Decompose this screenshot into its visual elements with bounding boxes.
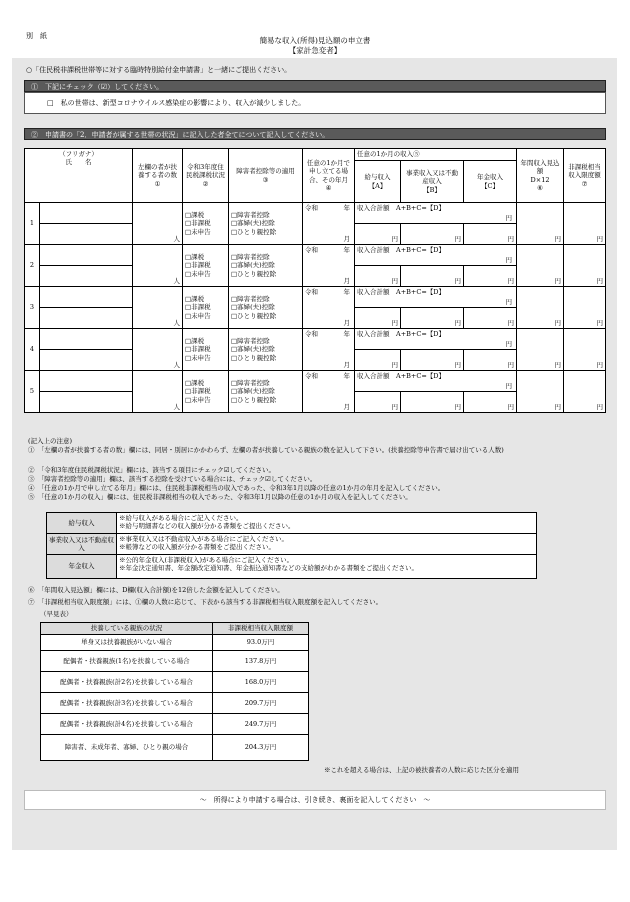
month-input[interactable] [303, 371, 355, 413]
limit-input[interactable] [564, 245, 606, 287]
yen-unit: 円 [596, 318, 603, 327]
tax-option-taxed[interactable]: □課税 [185, 336, 205, 345]
business-header [401, 161, 464, 203]
table-row [25, 329, 606, 350]
deduction-header-text: 障害者控除等の適用 [236, 167, 295, 176]
yen-unit: 円 [554, 402, 561, 411]
limit-table-header-status: 扶養している親族の状況 [41, 623, 213, 635]
dependents-header-num: ① [154, 179, 161, 188]
business-input[interactable] [401, 392, 464, 413]
limit-input[interactable] [564, 371, 606, 413]
annual-income-formula: D×12 [530, 175, 550, 184]
dependents-input[interactable] [133, 245, 183, 287]
dependents-input[interactable] [133, 371, 183, 413]
deduction-option-widow[interactable]: □寡婦(夫)控除 [231, 387, 275, 396]
era-label: 令和 [305, 372, 318, 380]
limit-input[interactable] [564, 287, 606, 329]
section1-header [24, 80, 606, 92]
row-number: 2 [25, 245, 40, 287]
household-income-table [24, 148, 606, 413]
guide-text-salary [117, 513, 537, 534]
yen-unit: 円 [596, 234, 603, 243]
deduction-option-widow[interactable]: □寡婦(夫)控除 [231, 261, 275, 270]
pension-input[interactable] [464, 392, 517, 413]
yen-unit: 円 [505, 255, 512, 264]
person-unit: 人 [173, 318, 180, 327]
footer-note [24, 790, 606, 810]
yen-unit: 円 [391, 276, 398, 285]
tax-status-header [183, 149, 229, 203]
tax-option-nontaxed[interactable]: □非課税 [185, 219, 211, 228]
salary-input[interactable] [355, 308, 401, 329]
income-decreased-checkbox[interactable]: □ 私の世帯は、新型コロナウイルス感染症の影響により、収入が減少しました。 [47, 99, 306, 107]
business-header-key: 【B】 [423, 185, 441, 194]
table-body [25, 203, 606, 413]
guide-line: ※年金決定通知書、年金額改定通知書、年金振込通知書などの支給額がわかる書類をご提出ください。 [119, 564, 418, 573]
limit-header-num: ⑦ [581, 179, 588, 188]
pension-input[interactable] [464, 224, 517, 245]
notes-heading: (記入上の注意) [28, 437, 73, 445]
yen-unit: 円 [505, 297, 512, 306]
limit-row [41, 672, 309, 693]
kana-input[interactable] [40, 287, 133, 308]
name-input[interactable] [40, 308, 133, 329]
tax-status-options [183, 287, 229, 329]
name-header-text: 氏 名 [65, 158, 92, 167]
tax-option-undeclared[interactable]: □未申告 [185, 353, 211, 362]
name-input[interactable] [40, 224, 133, 245]
yen-unit: 円 [596, 402, 603, 411]
limit-table-header-amount: 非課税相当収入限度額 [213, 623, 309, 635]
annual-income-input[interactable] [517, 371, 564, 413]
dependents-input[interactable] [133, 287, 183, 329]
dependents-header [133, 149, 183, 203]
tax-option-nontaxed[interactable]: □非課税 [185, 303, 211, 312]
limit-header-text: 非課税相当収入限度額 [568, 162, 601, 180]
limit-row-value: 209.7万円 [213, 693, 309, 714]
tax-status-options [183, 329, 229, 371]
business-input[interactable] [401, 308, 464, 329]
yen-unit: 円 [391, 234, 398, 243]
monthly-income-header [355, 149, 517, 161]
limit-row-value: 168.0万円 [213, 672, 309, 693]
tax-status-options [183, 245, 229, 287]
page-subtitle: 【家計急変者】 [288, 46, 342, 55]
deduction-option-disability[interactable]: □障害者控除 [231, 252, 270, 261]
name-input[interactable] [40, 350, 133, 371]
kana-input[interactable] [40, 203, 133, 224]
deduction-options [229, 287, 303, 329]
tax-option-undeclared[interactable]: □未申告 [185, 227, 211, 236]
salary-input[interactable] [355, 350, 401, 371]
tax-option-undeclared[interactable]: □未申告 [185, 395, 211, 404]
kana-input[interactable] [40, 245, 133, 266]
annual-income-input[interactable] [517, 203, 564, 245]
yen-unit: 円 [454, 276, 461, 285]
guide-line: ※公的年金収入(非課税収入)がある場合にご記入ください。 [119, 556, 294, 564]
era-label: 令和 [305, 204, 318, 212]
deduction-option-disability[interactable]: □障害者控除 [231, 378, 270, 387]
total-income-input[interactable] [355, 245, 517, 266]
yen-unit: 円 [391, 402, 398, 411]
name-header [25, 149, 133, 203]
era-label: 令和 [305, 330, 318, 338]
yen-unit: 円 [507, 318, 514, 327]
yen-unit: 円 [554, 234, 561, 243]
limit-row [41, 693, 309, 714]
quick-table-label: （早見表） [40, 610, 73, 618]
yen-unit: 円 [554, 318, 561, 327]
tax-option-undeclared[interactable]: □未申告 [185, 269, 211, 278]
business-input[interactable] [401, 224, 464, 245]
year-unit: 年 [343, 288, 350, 296]
yen-unit: 円 [507, 276, 514, 285]
total-income-label: 収入合計額 A+B+C=【D】 [357, 330, 445, 338]
deduction-option-disability[interactable]: □障害者控除 [231, 294, 270, 303]
yen-unit: 円 [507, 402, 514, 411]
tax-status-header-text: 令和3年度住民税課税状況 [186, 162, 225, 180]
person-unit: 人 [173, 402, 180, 411]
total-income-input[interactable] [355, 287, 517, 308]
kana-input[interactable] [40, 371, 133, 392]
month-input[interactable] [303, 329, 355, 371]
yen-unit: 円 [391, 318, 398, 327]
deduction-option-disability[interactable]: □障害者控除 [231, 336, 270, 345]
month-header-text: 任意の1か月で申し立てる場合、その年月 [306, 158, 351, 184]
deduction-option-single-parent[interactable]: □ひとり親控除 [231, 311, 277, 320]
tax-option-nontaxed[interactable]: □非課税 [185, 261, 211, 270]
yen-unit: 円 [505, 213, 512, 222]
limit-input[interactable] [564, 329, 606, 371]
yen-unit: 円 [505, 339, 512, 348]
yen-unit: 円 [596, 360, 603, 369]
intro-text: ○「住民税非課税世帯等に対する臨時特別給付金申請書」と一緒にご提出ください。 [26, 66, 292, 74]
page-title: 簡易な収入(所得)見込額の申立書 [259, 36, 371, 45]
person-unit: 人 [173, 360, 180, 369]
kana-input[interactable] [40, 329, 133, 350]
total-income-input[interactable] [355, 329, 517, 350]
yen-unit: 円 [454, 360, 461, 369]
table-row [25, 287, 606, 308]
limit-row [41, 714, 309, 735]
deduction-option-widow[interactable]: □寡婦(夫)控除 [231, 345, 275, 354]
year-unit: 年 [343, 204, 350, 212]
pension-header-text: 年金収入 [477, 173, 503, 182]
salary-header-key: 【A】 [368, 181, 387, 190]
dependents-input[interactable] [133, 329, 183, 371]
deduction-options [229, 329, 303, 371]
yen-unit: 円 [454, 402, 461, 411]
month-header-num: ④ [325, 183, 332, 192]
deduction-option-single-parent[interactable]: □ひとり親控除 [231, 227, 277, 236]
annual-income-input[interactable] [517, 287, 564, 329]
pension-header [464, 161, 517, 203]
guide-label-business: 事業収入又は不動産収入 [47, 534, 117, 555]
tax-status-options [183, 203, 229, 245]
deduction-options [229, 245, 303, 287]
corner-label: 別 紙 [26, 32, 47, 40]
dependents-input[interactable] [133, 203, 183, 245]
table-row [25, 203, 606, 224]
salary-input[interactable] [355, 392, 401, 413]
guide-line: ※事業収入又は不動産収入がある場合にご記入ください。 [119, 535, 288, 543]
deduction-option-single-parent[interactable]: □ひとり親控除 [231, 353, 277, 362]
guide-text-pension [117, 555, 537, 579]
guide-text-business [117, 534, 537, 555]
deduction-header-num: ③ [262, 175, 269, 184]
business-input[interactable] [401, 350, 464, 371]
business-input[interactable] [401, 266, 464, 287]
month-input[interactable] [303, 203, 355, 245]
tax-option-taxed[interactable]: □課税 [185, 252, 205, 261]
month-unit: 月 [343, 276, 350, 285]
yen-unit: 円 [596, 276, 603, 285]
annual-income-header [517, 149, 564, 203]
note-2: ② 「令和3年度住民税課税状況」欄には、該当する項目にチェック☑してください。 [28, 466, 276, 474]
limit-special-value: 204.3万円 [213, 735, 309, 761]
annual-income-header-num: ⑥ [537, 183, 543, 192]
year-unit: 年 [343, 330, 350, 338]
limit-table [40, 622, 309, 761]
yen-unit: 円 [454, 234, 461, 243]
yen-unit: 円 [507, 234, 514, 243]
tax-option-taxed[interactable]: □課税 [185, 378, 205, 387]
deduction-option-widow[interactable]: □寡婦(夫)控除 [231, 303, 275, 312]
month-unit: 月 [343, 402, 350, 411]
yen-unit: 円 [391, 360, 398, 369]
limit-row-label: 配偶者・扶養親族(1名)を扶養している場合 [41, 651, 213, 672]
pension-input[interactable] [464, 266, 517, 287]
monthly-income-header-text: 任意の1か月の収入⑤ [357, 150, 420, 159]
yen-unit: 円 [507, 360, 514, 369]
total-income-input[interactable] [355, 371, 517, 392]
annual-income-input[interactable] [517, 245, 564, 287]
tax-option-taxed[interactable]: □課税 [185, 210, 205, 219]
month-header [303, 149, 355, 203]
total-income-input[interactable] [355, 203, 517, 224]
total-income-label: 収入合計額 A+B+C=【D】 [357, 204, 445, 212]
limit-row-label: 配偶者・扶養親族(計4名)を扶養している場合 [41, 714, 213, 735]
footer-text: ～ 所得により申請する場合は、引き続き、裏面を記入してください ～ [199, 796, 431, 804]
tax-option-nontaxed[interactable]: □非課税 [185, 345, 211, 354]
limit-row-label: 配偶者・扶養親族(計2名)を扶養している場合 [41, 672, 213, 693]
deduction-header [229, 149, 303, 203]
note-5: ⑤ 「任意の1か月の収入」欄には、住民税非課税相当の収入であった、令和3年1月以降の任意の1か月の収入を記入してください。 [28, 493, 412, 501]
limit-row-label: 単身又は扶養親族がいない場合 [41, 635, 213, 651]
month-unit: 月 [343, 360, 350, 369]
kana-header: （フリガナ） [59, 150, 98, 158]
section1-header-text: ① 下記にチェック（☑）してください。 [31, 83, 164, 91]
limit-row-value: 249.7万円 [213, 714, 309, 735]
deduction-option-widow[interactable]: □寡婦(夫)控除 [231, 219, 275, 228]
limit-table-body [41, 635, 309, 735]
tax-status-header-num: ② [202, 179, 209, 188]
limit-row [41, 651, 309, 672]
year-unit: 年 [343, 246, 350, 254]
pension-header-key: 【C】 [481, 181, 499, 190]
guide-line: ※給与収入がある場合にご記入ください。 [119, 514, 243, 522]
deduction-options [229, 371, 303, 413]
name-input[interactable] [40, 266, 133, 287]
note-4: ④ 「任意の1か月で申し立てる年月」欄には、住民税非課税相当の収入であった、令和3年1月以降の任意の1か月の年月を記入してください。 [28, 484, 445, 492]
name-input[interactable] [40, 392, 133, 413]
salary-header-text: 給与収入 [364, 173, 391, 182]
guide-line: ※給与明細書などの収入額が分かる書類をご提出ください。 [119, 522, 295, 531]
limit-row-value: 137.8万円 [213, 651, 309, 672]
month-input[interactable] [303, 245, 355, 287]
salary-header [355, 161, 401, 203]
limit-row-value: 93.0万円 [213, 635, 309, 651]
total-income-label: 収入合計額 A+B+C=【D】 [357, 288, 445, 296]
tax-option-nontaxed[interactable]: □非課税 [185, 387, 211, 396]
person-unit: 人 [173, 234, 180, 243]
row-number: 3 [25, 287, 40, 329]
year-unit: 年 [343, 372, 350, 380]
income-guide-table [46, 512, 537, 579]
yen-unit: 円 [454, 318, 461, 327]
limit-row-label: 配偶者・扶養親族(計3名)を扶養している場合 [41, 693, 213, 714]
business-header-text: 事業収入又は不動産収入 [406, 168, 458, 186]
annual-income-input[interactable] [517, 329, 564, 371]
row-number: 5 [25, 371, 40, 413]
limit-row [41, 635, 309, 651]
pension-input[interactable] [464, 350, 517, 371]
row-number: 1 [25, 203, 40, 245]
deduction-option-single-parent[interactable]: □ひとり親控除 [231, 395, 277, 404]
note-3: ③ 「障害者控除等の適用」欄は、該当する控除を受けている場合には、チェック☑してください。 [28, 475, 317, 483]
salary-input[interactable] [355, 266, 401, 287]
pension-input[interactable] [464, 308, 517, 329]
annual-income-header-text: 年間収入見込額 [520, 158, 560, 176]
limit-header [564, 149, 606, 203]
dependents-header-text: 左欄の者が扶養する者の数 [138, 162, 177, 180]
section1-box [24, 92, 606, 114]
month-unit: 月 [343, 234, 350, 243]
guide-label-salary: 給与収入 [47, 513, 117, 534]
note-6: ⑥ 「年間収入見込額」欄には、D欄(収入合計額)を12倍した金額を記入してください。 [28, 586, 284, 594]
section2-header-text: ② 申請書の「2．申請者が属する世帯の状況」に記入した者全てについて記入してください。 [31, 131, 330, 139]
row-number: 4 [25, 329, 40, 371]
person-unit: 人 [173, 276, 180, 285]
month-input[interactable] [303, 287, 355, 329]
tax-option-undeclared[interactable]: □未申告 [185, 311, 211, 320]
era-label: 令和 [305, 246, 318, 254]
yen-unit: 円 [554, 360, 561, 369]
note-7: ⑦ 「非課税相当収入限度額」には、①欄の人数に応じて、下表から該当する非課税相当収入限度額を記入してください。 [28, 598, 383, 606]
salary-input[interactable] [355, 224, 401, 245]
guide-label-pension: 年金収入 [47, 555, 117, 579]
total-income-label: 収入合計額 A+B+C=【D】 [357, 246, 445, 254]
yen-unit: 円 [554, 276, 561, 285]
deduction-option-disability[interactable]: □障害者控除 [231, 210, 270, 219]
tax-status-options [183, 371, 229, 413]
era-label: 令和 [305, 288, 318, 296]
table-row [25, 371, 606, 392]
deduction-options [229, 203, 303, 245]
total-income-label: 収入合計額 A+B+C=【D】 [357, 372, 445, 380]
tax-option-taxed[interactable]: □課税 [185, 294, 205, 303]
guide-line: ※帳簿などの収入額が分かる書類をご提出ください。 [119, 543, 275, 552]
note-1: ① 「左欄の者が扶養する者の数」欄には、同居・別居にかかわらず、左欄の者が扶養している親族の数を記入して下さい。(扶養控除等申告書で届け出ている人数) [28, 446, 504, 454]
limit-special-label: 障害者、未成年者、寡婦、ひとり親の場合 [41, 735, 213, 761]
month-unit: 月 [343, 318, 350, 327]
section2-header [24, 128, 606, 140]
yen-unit: 円 [505, 381, 512, 390]
deduction-option-single-parent[interactable]: □ひとり親控除 [231, 269, 277, 278]
table-row [25, 245, 606, 266]
limit-note: ※これを超える場合は、上記の被扶養者の人数に応じた区分を適用 [324, 766, 519, 774]
limit-input[interactable] [564, 203, 606, 245]
